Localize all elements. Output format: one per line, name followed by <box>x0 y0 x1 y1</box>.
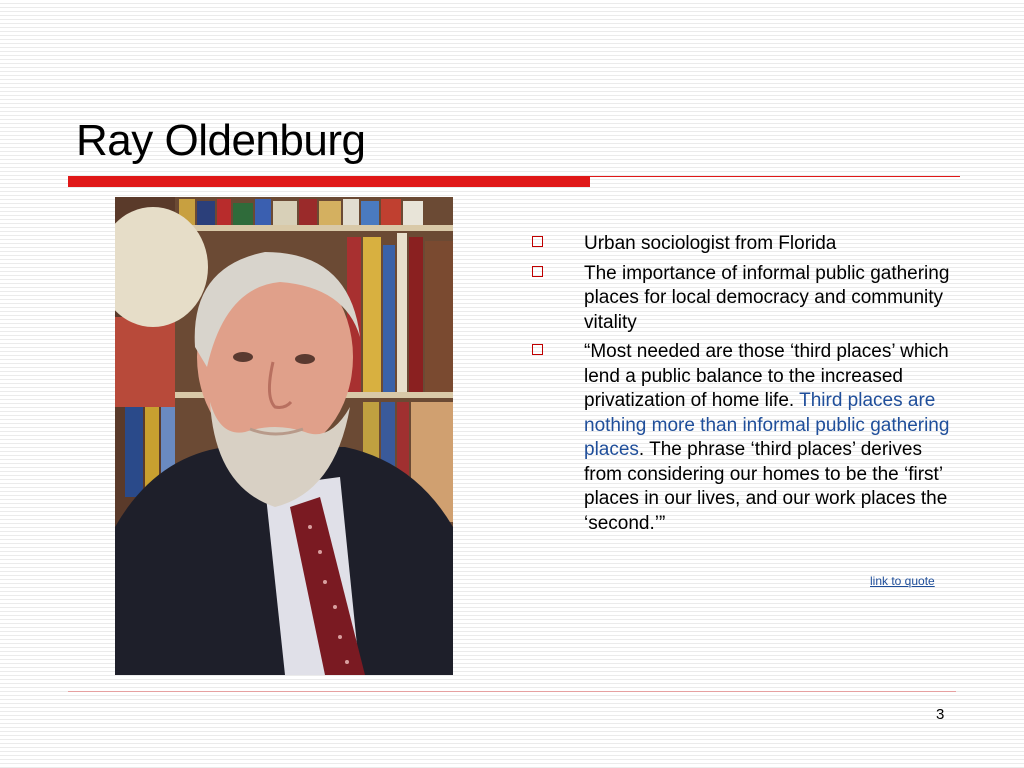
square-bullet-icon <box>532 236 543 247</box>
square-bullet-icon <box>532 344 543 355</box>
slide-title: Ray Oldenburg <box>76 116 366 165</box>
bullet-item <box>532 340 952 536</box>
bullet-item <box>532 262 952 336</box>
bullet-text: The importance of informal public gathering places for local democracy and community vitality <box>584 262 950 333</box>
quote-highlight: Third places are nothing more than informal public gathering places <box>584 390 950 460</box>
link-to-quote[interactable]: link to quote <box>870 574 935 588</box>
quote-text-before: “Most needed are those ‘third places’ which lend a public balance to the increased privatization of home life. <box>584 341 949 411</box>
title-underline-bar <box>68 176 590 187</box>
footer-divider <box>68 691 956 692</box>
bullet-list <box>532 232 952 541</box>
bullet-text: Urban sociologist from Florida <box>584 233 837 254</box>
portrait-illustration <box>115 197 453 675</box>
square-bullet-icon <box>532 266 543 277</box>
quote-text-after: . The phrase ‘third places’ derives from considering our homes to be the ‘first’ places in our lives, and our work places the ‘second.’” <box>584 439 948 534</box>
page-number: 3 <box>936 706 945 723</box>
bullet-item <box>532 232 952 257</box>
portrait-photo <box>115 197 453 675</box>
title-underline-line <box>590 176 960 177</box>
